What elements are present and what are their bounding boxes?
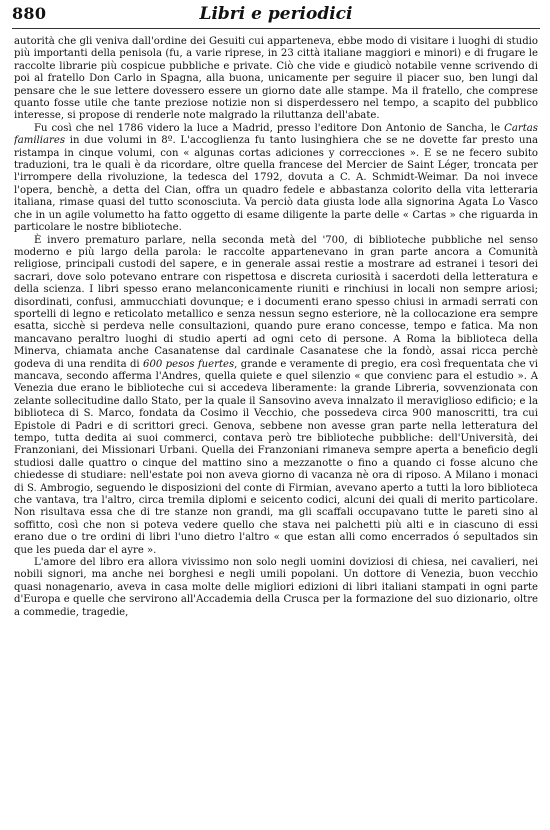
text-run: in due volumi in 8º. L'accoglienza fu tanto lusinghiera che se ne dovette far presto una ristampa in cinque volumi, con « algunas cortas adiciones y correcciones ». E se ne fecero subito traduzioni, tra le quali è da ricordare, oltre quella francese del Mercier de Saint Léger, troncata per l'irrompere della rivoluzione, la tedesca del 1792, dovuta a C. A. Schmidt-Weimar. Da noi invece l'opera, benchè, a detta del Cian, offra un quadro fedele e abbastanza colorito della vita letteraria italiana, rimase quasi del tutto sconosciuta. Va perciò data giusta lode alla signorina Agata Lo Vasco che in un agile volumetto ha fatto oggetto di esame diligente la parte delle « Cartas » che riguarda in particolare le nostre biblioteche.	[14, 135, 538, 234]
book-title-cartas-familiares: Cartas familiares	[14, 122, 538, 147]
page-number: 880	[12, 4, 47, 23]
running-title: Libri e periodici	[199, 4, 353, 24]
article-body	[14, 36, 538, 822]
page-header	[12, 4, 540, 29]
text-run: autorità che gli veniva dall'ordine dei Gesuiti cui apparteneva, ebbe modo di visitare i luoghi di studio più importanti della penisola (fu, a varie riprese, in 23 città italiane maggiori e minori) e di frugare le raccolte librarie più cospicue pubbliche e private. Ciò che vide e giudicò notabile venne scrivendo di poi al fratello Don Carlo in Spagna, alla buona, unicamente per seguire il piacer suo, ben lungi dal pensare che le sue lettere dovessero essere un giorno date alle stampe. Ma il fratello, che comprese quanto fosse utile che tante preziose notizie non si disperdessero nel tempo, a scapito del pubblico interesse, si propose di renderle note malgrado la riluttanza dell'abate.	[14, 36, 538, 122]
text-run: L'amore del libro era allora vivissimo non solo negli uomini doviziosi di chiesa, nei cavalieri, nei nobili signori, ma anche nei borghesi e negli umili popolani. Un dottore di Venezia, buon vecchio quasi nonagenario, aveva in casa molte delle migliori edizioni di libri italiani stampati in ogni parte d'Europa e quelle che servirono all'Accademia della Crusca per la formazione del suo dizionario, oltre a commedie, tragedie,	[14, 557, 538, 618]
paragraph-4	[14, 557, 538, 619]
text-run: Fu così che nel 1786 videro la luce a Madrid, presso l'editore Don Antonio de Sancha, le	[34, 122, 505, 134]
text-run: È invero prematuro parlare, nella seconda metà del '700, di biblioteche pubbliche nel senso moderno e più largo della parola: le raccolte appartenevano in gran parte ancora a Comunità religiose, principali custodi del sapere, e in generale assai restie a mostrare ad estranei i tesori dei sacrari, dove solo potevano entrare con rispettosa e discreta curiosità i sacerdoti della letteratura e della scienza. I libri spesso erano melanconicamente riuniti e rinchiusi in locali non sempre ariosi; disordinati, confusi, ammucchiati dovunque; e i documenti erano spesso chiusi in armadi serrati con sportelli di legno e reticolato metallico e senza nessun segno esteriore, nè la collocazione era sempre esatta, sicchè si perdeva nelle consultazioni, quando pure erano concesse, tempo e fatica. Ma non mancavano peraltro luoghi di studio aperti ad ogni ceto di persone. A Roma la biblioteca della Minerva, chiamata anche Casanatense dal cardinale Casanatese che la fondò, assai ricca perchè godeva di una rendita di	[14, 234, 538, 370]
text-run: , grande e veramente di pregio, era così frequentata che vi mancava, secondo afferma l'Andres, quella quiete e quel silenzio « que convienc para el estudio ». A Venezia due erano le biblioteche cui si accedeva liberamente: la grande Libreria, sovvenzionata con zelante sollecitudine dallo Stato, per la quale il Sansovino aveva innalzato il meraviglioso edificio; e la biblioteca di S. Marco, fondata da Cosimo il Vecchio, che possedeva circa 900 manoscritti, tra cui Epistole di Padri e di scrittori greci. Genova, sebbene non avesse gran parte nella letteratura del tempo, tutta dedita ai suoi commerci, contava però tre biblioteche pubbliche: dell'Università, dei Franzoniani, dei Missionari Urbani. Quella dei Franzoniani rimaneva sempre aperta a beneficio degli studiosi dalle quattro o cinque del mattino sino a mezzanotte o fino a quando ci fosse alcuno che chiedesse di studiare: nell'estate poi non aveva giorno di vacanza nè ora di riposo. A Milano i monaci di S. Ambrogio, seguendo le disposizioni del conte di Firmian, avevano aperto a tutti la loro biblioteca che vantava, tra l'altro, circa tremila diplomi e seicento codici, alcuni dei quali di merito particolare. Non risultava essa che di tre stanze non grandi, ma gli scaffali occupavano tutte le pareti sino al soffitto, così che non si poteva vedere quello che stava nei palchetti più alti e in ciascuno di essi erano due o tre ordini di libri l'uno dietro l'altro « que estan alli como encerrados ó sepultados sin que les pueda dar el ayre ».	[14, 358, 538, 556]
italic-phrase-pesos-fuertes: 600 pesos fuertes	[143, 358, 235, 370]
paragraph-2	[14, 123, 538, 235]
paragraph-3	[14, 235, 538, 558]
paragraph-1	[14, 36, 538, 123]
